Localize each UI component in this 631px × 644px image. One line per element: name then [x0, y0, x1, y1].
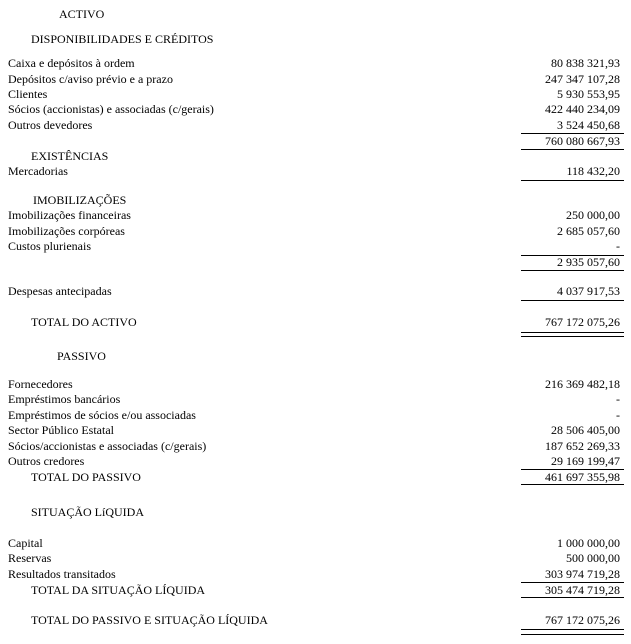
row-label: Sócios/accionistas e associadas (c/gerais) — [8, 439, 207, 453]
row-value: 247 347 107,28 — [545, 72, 620, 86]
imobilizacoes-subtotal: 2 935 057,60 — [557, 255, 620, 269]
total-value: 305 474 719,28 — [545, 583, 620, 597]
total-label: TOTAL DO PASSIVO — [31, 470, 141, 484]
row-value: 422 440 234,09 — [545, 102, 620, 116]
row-label: Custos plurienais — [8, 239, 91, 253]
row-value: 29 169 199,47 — [551, 454, 620, 468]
row-label: Imobilizações financeiras — [8, 208, 131, 222]
row-label: Fornecedores — [8, 377, 73, 391]
row-label: Mercadorias — [8, 164, 68, 178]
row-label: Empréstimos de sócios e/ou associadas — [8, 408, 196, 422]
double-rule-bottom — [521, 336, 624, 337]
row-label: Reservas — [8, 551, 52, 565]
row-label: Empréstimos bancários — [8, 392, 121, 406]
row-value: 303 974 719,28 — [545, 567, 620, 581]
row-value: 118 432,20 — [566, 164, 620, 178]
row-label: Outros devedores — [8, 118, 93, 132]
existencias-heading: EXISTÊNCIAS — [31, 149, 109, 163]
row-value: 4 037 917,53 — [557, 284, 620, 298]
row-value: - — [616, 392, 620, 406]
double-rule-bottom — [521, 634, 624, 635]
row-label: Sócios (accionistas) e associadas (c/gerais) — [8, 102, 214, 116]
row-value: 3 524 450,68 — [557, 118, 620, 132]
row-label: Capital — [8, 536, 43, 550]
subtotal-rule — [521, 300, 624, 301]
imobilizacoes-heading: IMOBILIZAÇÕES — [33, 193, 127, 207]
total-value: 767 172 075,26 — [545, 315, 620, 329]
row-label: Imobilizações corpóreas — [8, 224, 125, 238]
row-value: 5 930 553,95 — [557, 87, 620, 101]
row-value: 216 369 482,18 — [545, 377, 620, 391]
row-value: - — [616, 239, 620, 253]
total-value: 461 697 355,98 — [545, 470, 620, 484]
row-label: Despesas antecipadas — [8, 284, 112, 298]
subtotal-rule — [521, 597, 624, 598]
passivo-title: PASSIVO — [57, 349, 106, 363]
total-value: 767 172 075,26 — [545, 613, 620, 627]
row-label: Sector Público Estatal — [8, 423, 114, 437]
row-label: Clientes — [8, 87, 48, 101]
double-rule-top — [521, 332, 624, 333]
row-label: Depósitos c/aviso prévio e a prazo — [8, 72, 173, 86]
double-rule-top — [521, 629, 624, 630]
row-value: 187 652 269,33 — [545, 439, 620, 453]
subtotal-rule — [521, 484, 624, 485]
activo-title: ACTIVO — [59, 7, 105, 21]
row-label: Resultados transitados — [8, 567, 116, 581]
subtotal-rule — [521, 270, 624, 271]
row-value: 28 506 405,00 — [551, 423, 620, 437]
total-label: TOTAL DO PASSIVO E SITUAÇÃO LÍQUIDA — [31, 613, 268, 627]
row-label: Outros credores — [8, 454, 85, 468]
row-value: 2 685 057,60 — [557, 224, 620, 238]
subtotal-rule — [521, 149, 624, 150]
situacao-title: SITUAÇÃO LíQUIDA — [31, 505, 144, 519]
subtotal-rule — [521, 180, 624, 181]
disponibilidades-subtotal: 760 080 667,93 — [545, 134, 620, 148]
row-value: 80 838 321,93 — [551, 56, 620, 70]
total-label: TOTAL DA SITUAÇÃO LÍQUIDA — [31, 583, 206, 597]
disponibilidades-heading: DISPONIBILIDADES E CRÉDITOS — [31, 32, 214, 46]
row-value: - — [616, 408, 620, 422]
row-label: Caixa e depósitos à ordem — [8, 56, 135, 70]
row-value: 500 000,00 — [566, 551, 620, 565]
row-value: 250 000,00 — [566, 208, 620, 222]
total-label: TOTAL DO ACTIVO — [31, 315, 137, 329]
row-value: 1 000 000,00 — [557, 536, 620, 550]
